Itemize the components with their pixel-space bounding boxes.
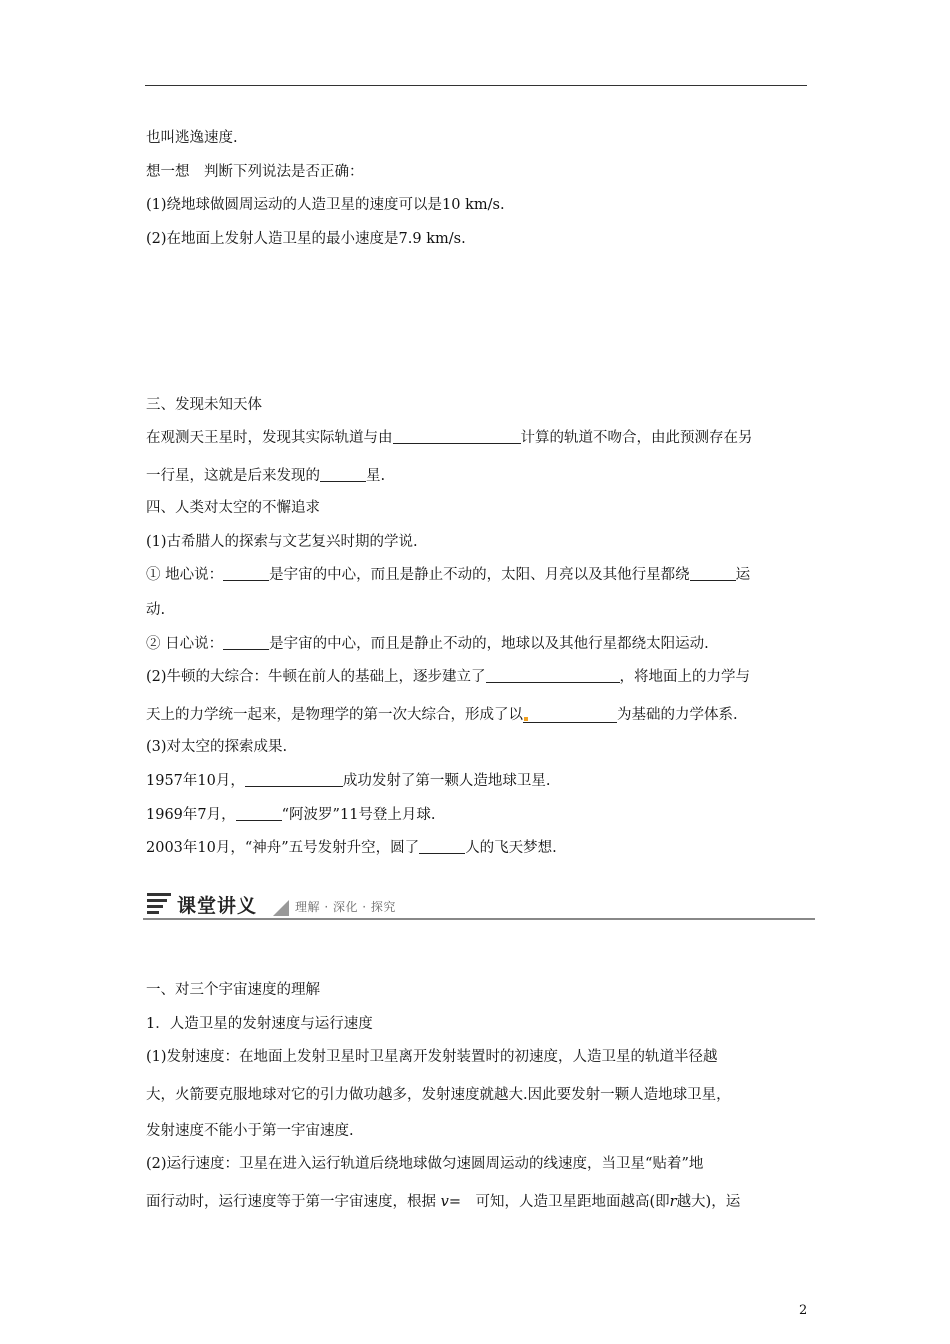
triangle-icon: [273, 900, 289, 916]
banner-underline: [143, 918, 815, 920]
fill-blank[interactable]: [690, 565, 736, 581]
text-line: (2)运行速度：卫星在进入运行轨道后绕地球做匀速圆周运动的线速度，当卫星“贴着”地: [146, 1156, 704, 1172]
stripes-icon: [145, 892, 175, 916]
text-line: 也叫逃逸速度.: [146, 130, 238, 146]
text-line: 动.: [146, 602, 166, 618]
text-line: (2)在地面上发射人造卫星的最小速度是7.9 km/s.: [146, 231, 466, 247]
header-rule: [145, 85, 807, 86]
fill-blank[interactable]: [523, 707, 617, 723]
text-line: ① 地心说： 是宇宙的中心，而且是静止不动的，太阳、月亮以及其他行星都绕 运: [146, 567, 751, 583]
text-line: 1969年7月， “阿波罗”11号登上月球.: [146, 807, 436, 823]
fill-blank[interactable]: [419, 838, 465, 854]
subsection-heading: 1．人造卫星的发射速度与运行速度: [146, 1016, 373, 1032]
text-line: 大，火箭要克服地球对它的引力做功越多，发射速度就越大.因此要发射一颗人造地球卫星，: [146, 1087, 731, 1103]
text-line: 想一想 判断下列说法是否正确：: [146, 164, 364, 180]
page-number: 2: [799, 1303, 808, 1318]
section-heading: 三、发现未知天体: [146, 397, 262, 413]
text-line: (3)对太空的探索成果.: [146, 739, 288, 755]
text-line: (1)绕地球做圆周运动的人造卫星的速度可以是10 km/s.: [146, 197, 505, 213]
text-line: 1957年10月， 成功发射了第一颗人造地球卫星.: [146, 773, 551, 789]
text-line: ② 日心说： 是宇宙的中心，而且是静止不动的，地球以及其他行星都绕太阳运动.: [146, 636, 709, 652]
section-heading: 四、人类对太空的不懈追求: [146, 500, 320, 516]
text-line: (2)牛顿的大综合：牛顿在前人的基础上，逐步建立了 ，将地面上的力学与: [146, 669, 751, 685]
banner-title: 课堂讲义: [177, 895, 258, 917]
section-banner: [143, 888, 815, 920]
fill-blank[interactable]: [320, 466, 366, 482]
text-line: (1)古希腊人的探索与文艺复兴时期的学说.: [146, 534, 418, 550]
text-line: 面行动时，运行速度等于第一宇宙速度，根据 v= 可知，人造卫星距地面越高(即r越大)，运: [146, 1194, 741, 1210]
section-heading: 一、对三个宇宙速度的理解: [146, 982, 320, 998]
fill-blank[interactable]: [486, 667, 620, 683]
text-line: (1)发射速度：在地面上发射卫星时卫星离开发射装置时的初速度，人造卫星的轨道半径越: [146, 1049, 718, 1065]
text-line: 2003年10月，“神舟”五号发射升空，圆了 人的飞天梦想.: [146, 840, 557, 856]
fill-blank[interactable]: [223, 565, 269, 581]
fill-blank[interactable]: [245, 771, 343, 787]
mark-icon: [524, 717, 528, 721]
text-line: 在观测天王星时，发现其实际轨道与由 计算的轨道不吻合，由此预测存在另: [146, 430, 753, 446]
banner-subtitle: 理解 · 深化 · 探究: [295, 900, 396, 914]
text-line: 一行星，这就是后来发现的 星.: [146, 468, 386, 484]
fill-blank[interactable]: [223, 634, 269, 650]
fill-blank[interactable]: [393, 428, 521, 444]
text-line: 天上的力学统一起来，是物理学的第一次大综合，形成了以 为基础的力学体系.: [146, 707, 738, 723]
fill-blank[interactable]: [236, 805, 282, 821]
text-line: 发射速度不能小于第一宇宙速度.: [146, 1123, 354, 1139]
